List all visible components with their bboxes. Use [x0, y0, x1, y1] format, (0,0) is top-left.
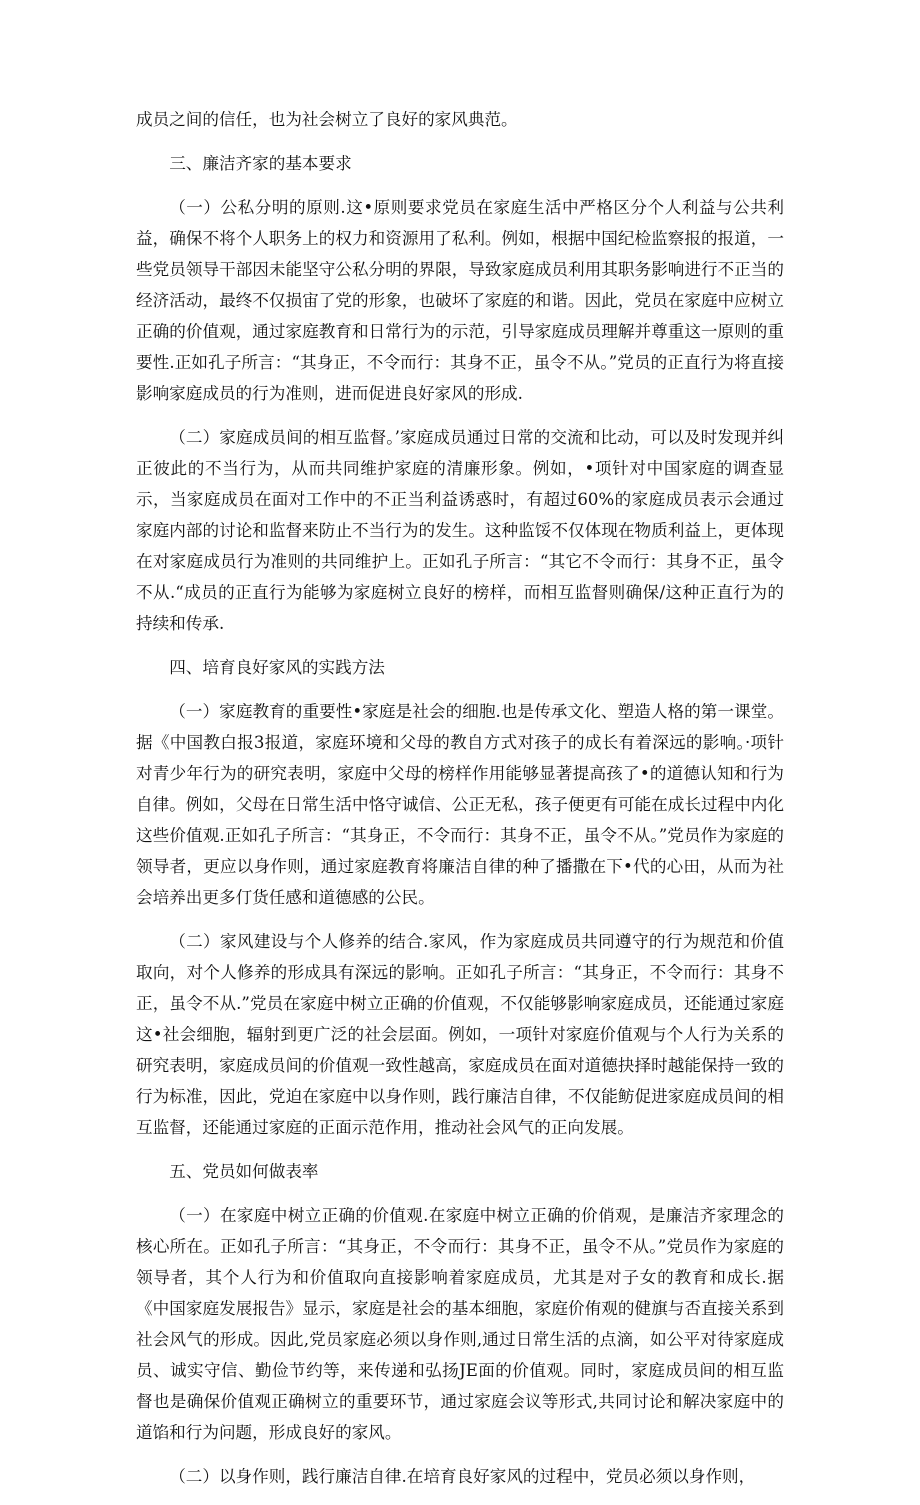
document-page [136, 104, 784, 1505]
section-heading-5: 五、党员如何做表率 [169, 1162, 319, 1181]
paragraph-continuation: 成员之间的信任，也为社会树立了良好的家风典范。 [136, 110, 518, 129]
section-heading-4: 四、培育良好家风的实践方法 [169, 658, 385, 677]
paragraph-4-1: （一）家庭教育的重要性•家庭是社会的细胞.也是传承文化、塑造人格的第一课堂。据《中国教白报3报道，家庭环境和父母的教自方式对孩子的成长有着深远的影响。·项针对青少年行为的研究表明，家庭中父母的榜样作用能够显著提高孩了•的道德认知和行为自律。例如，父母在日常生活中恪守诚信、公正无私，孩子便更有可能在成长过程中内化这些价值观.正如孔子所言：“其身正，不令而行：其身不正，虽令不从。”党员作为家庭的领导者，更应以身作则，通过家庭教育将廉洁自律的种了播撒在下•代的心田，从而为社会培养出更多仃货任感和道德感的公民。 [136, 702, 784, 907]
paragraph-3-1: （一）公私分明的原则.这•原则要求党员在家庭生活中严格区分个人利益与公共利益，确保不将个人职务上的权力和资源用了私利。例如，根据中国纪检监察报的报道，一些党员领导干部因未能坚守公私分明的界限，导致家庭成员利用其职务影响进行不正当的经济活动，最终不仅损宙了党的形象，也破坏了家庭的和谐。因此，党员在家庭中应树立正确的价值观，通过家庭教育和日常行为的示范，引导家庭成员理解并尊重这一原则的重要性.正如孔子所言：“其身正，不令而行：其身不正，虽令不从。”党员的正直行为将直接影响家庭成员的行为准则，进而促进良好家风的形成. [136, 198, 784, 403]
section-heading-3: 三、廉洁齐家的基本要求 [169, 154, 352, 173]
paragraph-4-2: （二）家风建设与个人修养的结合.家风，作为家庭成员共同遵守的行为规范和价值取向，对个人修养的形成具有深远的影响。正如孔子所言：“其身正，不令而行：其身不正，虽令不从.”党员在家庭中树立正确的价值观，不仅能够影响家庭成员，还能通过家庭这•社会细胞，辐射到更广泛的社会层面。例如，一项针对家庭价值观与个人行为关系的研究表明，家庭成员间的价值观一致性越高，家庭成员在面对道德抉择时越能保持一致的行为标准，因此，党迫在家庭中以身作则，践行廉洁自律，不仅能鲂促进家庭成员间的相互监督，还能通过家庭的正面示范作用，推动社会风气的正向发展。 [136, 932, 784, 1137]
paragraph-3-2: （二）家庭成员间的相互监督。’家庭成员通过日常的交流和比动，可以及时发现并纠正彼此的不当行为，从而共同维护家庭的清廉形象。例如，•项针对中国家庭的调查显示，当家庭成员在面对工作中的不正当利益诱惑时，有超过60%的家庭成员表示会通过家庭内部的讨论和监督来防止不当行为的发生。这种监馁不仅体现在物质利益上，更体现在对家庭成员行为准则的共同维护上。正如孔子所言：“其它不令而行：其身不正，虽令不从.“成员的正直行为能够为家庭树立良好的榜样，而相互监督则确保/这种正直行为的持续和传承. [136, 428, 784, 633]
paragraph-5-1: （一）在家庭中树立正确的价值观.在家庭中树立正确的价俏观，是廉洁齐家理念的核心所在。正如孔子所言：“其身正，不令而行：其身不正，虽令不从。”党员作为家庭的领导者，其个人行为和价值取向直接影响着家庭成员，尤其是对子女的教育和成长.据《中国家庭发展报告》显示，家庭是社会的基本细胞，家庭价侑观的健旗与否直接关系到社会风气的形成。因此,党员家庭必须以身作则,通过日常生活的点滴，如公平对待家庭成员、诚实守信、勤俭节约等，来传递和弘扬JE面的价值观。同时，家庭成员间的相互监督也是确保价值观正确树立的重要环节，通过家庭会议等形式,共同讨论和解决家庭中的道馅和行为问题，形成良好的家风。 [136, 1206, 784, 1442]
paragraph-5-2: （二）以身作则，践行廉洁自律.在培育良好家风的过程中，党员必须以身作则， [169, 1467, 756, 1486]
